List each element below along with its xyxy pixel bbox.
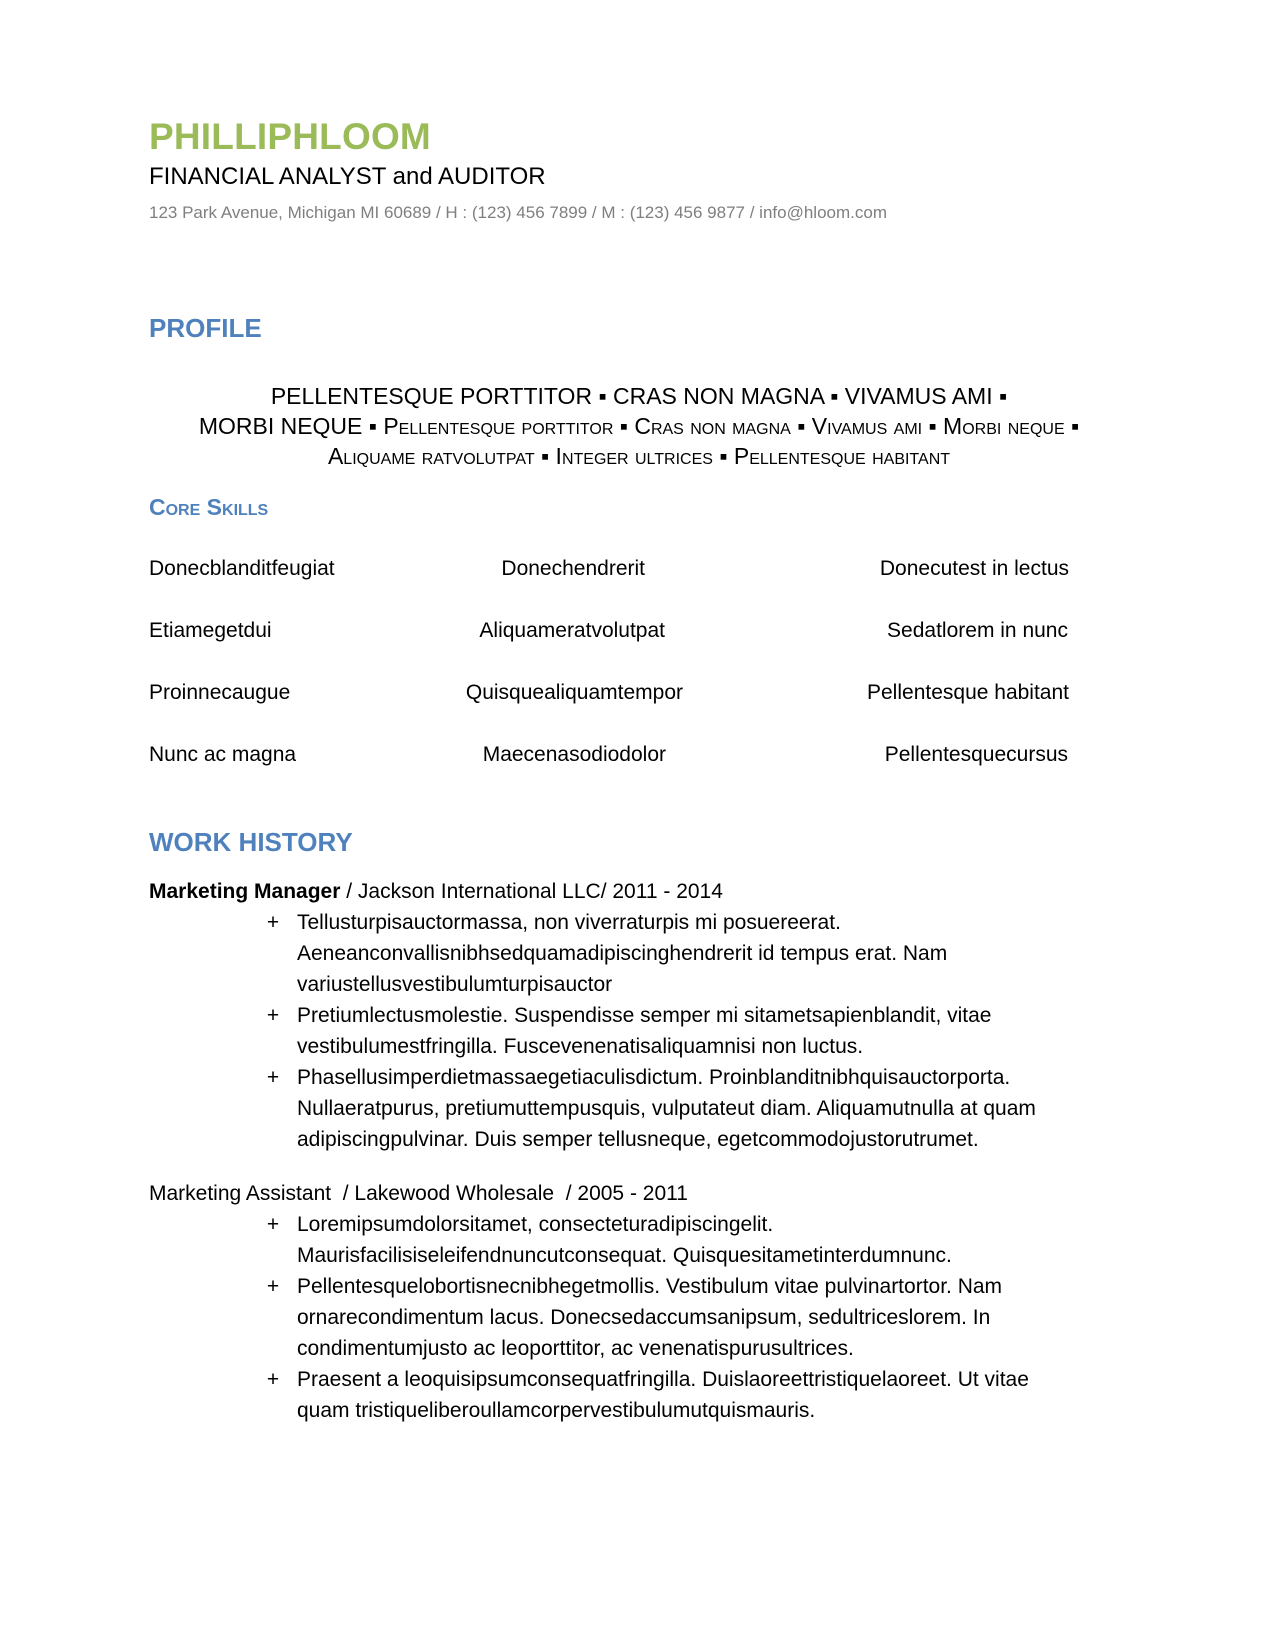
plus-icon: + xyxy=(266,1066,280,1089)
job-bullet xyxy=(149,1000,1067,1062)
skills-row xyxy=(149,556,1129,618)
skill-item: Maecenasodiodolor xyxy=(482,743,666,766)
skill-item: Donecutest in lectus xyxy=(879,557,1069,580)
job-entry xyxy=(149,1178,1129,1426)
profile-line-3: Aliquame ratvolutpat ▪ Integer ultrices ▪ Pellentesque habitant xyxy=(327,443,951,469)
skills-row xyxy=(149,680,1129,742)
job-details: / Jackson International LLC/ 2011 - 2014 xyxy=(340,880,723,903)
core-skills-grid xyxy=(149,556,1129,804)
job-role: Marketing Manager xyxy=(149,880,341,903)
skill-item: Donecblanditfeugiat xyxy=(149,557,335,580)
profile-summary xyxy=(149,381,1129,471)
job-bullet-text: Pretiumlectusmolestie. Suspendisse semper mi sitametsapienblandit, vitae vestibulumestfringilla. Fuscevenenatisaliquamnisi non luctus. xyxy=(297,1004,992,1058)
profile-line-2 xyxy=(149,411,1129,441)
skill-item: Pellentesquecursus xyxy=(884,743,1068,766)
skill-item: Etiamegetdui xyxy=(149,619,272,642)
candidate-title: FINANCIAL ANALYST and AUDITOR xyxy=(149,163,546,190)
skill-item: Quisquealiquamtempor xyxy=(465,681,683,704)
plus-icon: + xyxy=(266,1368,280,1391)
skill-item: Pellentesque habitant xyxy=(867,681,1069,704)
job-bullet-text: Praesent a leoquisipsumconsequatfringilla. Duislaoreettristiquelaoreet. Ut vitae quam tristiqueliberoullamcorpervestibulumutquismauris. xyxy=(297,1368,1029,1422)
job-bullet-text: Phasellusimperdietmassaegetiaculisdictum. Proinblanditnibhquisauctorporta. Nullaeratpurus, pretiumuttempusquis, vulputateut diam. Aliquamutnulla at quam adipiscingpulvinar. Duis semper tellusneque, egetcommodojustorutrumet. xyxy=(297,1066,1036,1151)
job-bullet-text: Loremipsumdolorsitamet, consecteturadipiscingelit. Maurisfacilisiseleifendnuncutconsequat. Quisquesitametinterdumnunc. xyxy=(297,1213,952,1267)
job-details: / Lakewood Wholesale / 2005 - 2011 xyxy=(331,1182,688,1205)
skill-item: Aliquameratvolutpat xyxy=(479,619,665,642)
skill-item: Proinnecaugue xyxy=(149,681,291,704)
work-history-heading: WORK HISTORY xyxy=(149,827,353,857)
skills-row xyxy=(149,742,1129,804)
resume-page xyxy=(149,0,1129,1650)
plus-icon: + xyxy=(266,1213,280,1236)
job-bullet xyxy=(149,1209,1067,1271)
job-bullet-list xyxy=(149,907,1129,1155)
job-role: Marketing Assistant xyxy=(149,1182,332,1205)
job-header xyxy=(149,1178,1129,1209)
core-skills-heading: Core Skills xyxy=(149,494,269,520)
skill-item: Sedatlorem in nunc xyxy=(887,619,1068,642)
contact-info: 123 Park Avenue, Michigan MI 60689 / H : (123) 456 7899 / M : (123) 456 9877 / info@hloom.com xyxy=(149,203,887,222)
job-bullet xyxy=(149,1271,1067,1364)
job-bullet-text: Pellentesquelobortisnecnibhegetmollis. Vestibulum vitae pulvinartortor. Nam ornarecondimentum lacus. Donecsedaccumsanipsum, sedultriceslorem. In condimentumjusto ac leoporttitor, ac venenatispurusultrices. xyxy=(297,1275,1003,1360)
job-bullet-list xyxy=(149,1209,1129,1426)
job-bullet-text: Tellusturpisauctormassa, non viverraturpis mi posuereerat. Aeneanconvallisnibhsedquamadipiscinghendrerit id tempus erat. Nam variustellusvestibulumturpisauctor xyxy=(297,911,948,996)
job-header xyxy=(149,876,1129,907)
plus-icon: + xyxy=(266,911,280,934)
profile-line-1: PELLENTESQUE PORTTITOR ▪ CRAS NON MAGNA ▪ VIVAMUS AMI ▪ xyxy=(270,383,1008,409)
skill-item: Nunc ac magna xyxy=(149,743,297,766)
plus-icon: + xyxy=(266,1004,280,1027)
profile-line-2-smallcaps: Pellentesque porttitor ▪ Cras non magna ▪ Vivamus ami ▪ Morbi neque ▪ xyxy=(383,413,1080,439)
job-bullet xyxy=(149,907,1067,1000)
skills-row xyxy=(149,618,1129,680)
candidate-name: PHILLIPHLOOM xyxy=(149,116,431,157)
job-bullet xyxy=(149,1364,1067,1426)
skill-item: Donechendrerit xyxy=(501,557,645,580)
plus-icon: + xyxy=(266,1275,280,1298)
profile-line-2-caps: MORBI NEQUE ▪ xyxy=(198,413,384,439)
job-entry xyxy=(149,876,1129,1155)
profile-heading: PROFILE xyxy=(149,313,262,343)
job-bullet xyxy=(149,1062,1067,1155)
